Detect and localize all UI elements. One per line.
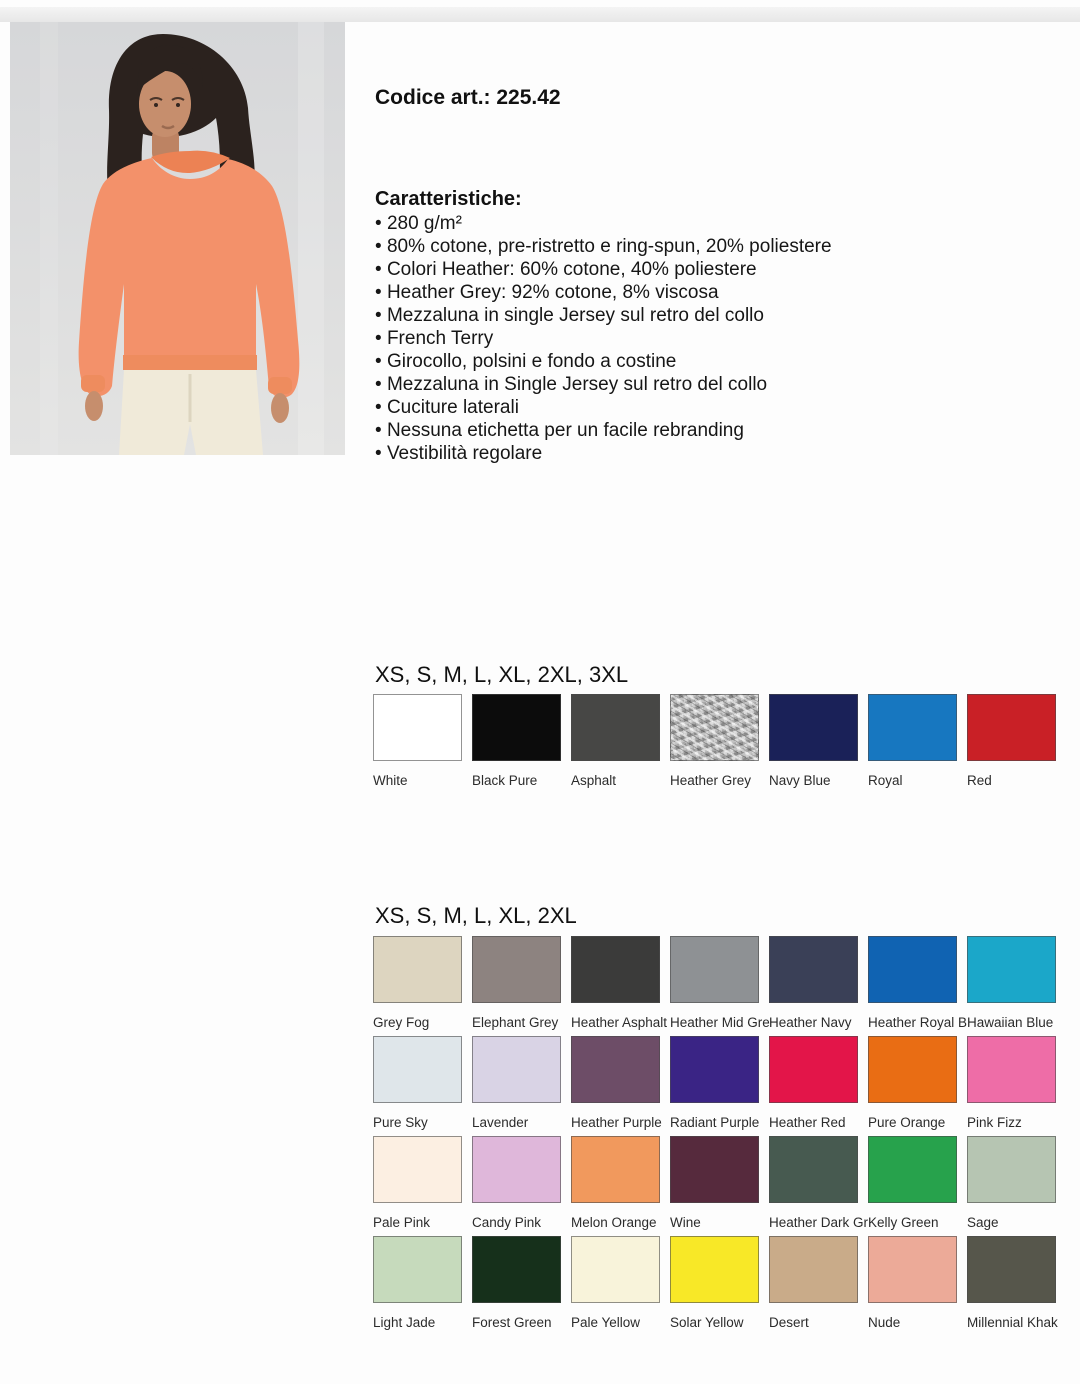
color-swatch <box>769 1236 858 1303</box>
color-swatch-label: Pure Sky <box>373 1115 428 1130</box>
color-swatch <box>571 936 660 1003</box>
color-swatch <box>472 1236 561 1303</box>
size-group-1-sizes: XS, S, M, L, XL, 2XL, 3XL <box>375 662 629 687</box>
color-swatch-label: Asphalt <box>571 773 617 788</box>
color-swatch <box>472 694 561 761</box>
color-swatch <box>670 1236 759 1303</box>
color-option <box>868 694 967 788</box>
color-swatch <box>472 1036 561 1103</box>
size-group-2-swatches <box>373 936 1073 1330</box>
page-top-band <box>0 7 1080 22</box>
photo-light-streak-2 <box>40 22 58 455</box>
model-hand-left <box>85 391 103 421</box>
model-illustration <box>10 22 345 455</box>
characteristic-item: • Mezzaluna in single Jersey sul retro del collo <box>375 304 1035 327</box>
color-swatch-label: Light Jade <box>373 1315 436 1330</box>
color-option <box>967 1236 1066 1330</box>
color-swatch-label: Red <box>967 773 992 788</box>
characteristic-item: • 80% cotone, pre-ristretto e ring-spun, 20% poliestere <box>375 235 1035 258</box>
color-swatch <box>373 1236 462 1303</box>
product-photo <box>10 22 345 455</box>
model-hand-right <box>271 393 289 423</box>
color-swatch-label: Pure Orange <box>868 1115 946 1130</box>
color-option <box>373 936 472 1030</box>
size-group-1-swatches <box>373 694 1073 788</box>
color-swatch-label: Melon Orange <box>571 1215 657 1230</box>
color-swatch-label: Candy Pink <box>472 1215 542 1230</box>
color-swatch-label: Royal <box>868 773 903 788</box>
color-swatch-label: Hawaiian Blue <box>967 1015 1054 1030</box>
color-swatch <box>967 694 1056 761</box>
color-swatch-label: Wine <box>670 1215 701 1230</box>
characteristic-item: • Heather Grey: 92% cotone, 8% viscosa <box>375 281 1035 304</box>
color-option <box>670 936 769 1030</box>
color-swatch-label: Heather Mid Gre <box>670 1015 770 1030</box>
color-swatch <box>769 694 858 761</box>
color-swatch <box>868 1236 957 1303</box>
color-swatch <box>571 1236 660 1303</box>
color-option <box>670 1136 769 1230</box>
color-swatch-label: Lavender <box>472 1115 529 1130</box>
color-option <box>571 1236 670 1330</box>
color-swatch <box>373 936 462 1003</box>
characteristics-section <box>375 188 1035 465</box>
color-swatch-label: Heather Red <box>769 1115 846 1130</box>
color-option <box>472 936 571 1030</box>
color-option <box>769 694 868 788</box>
color-swatch <box>967 1136 1056 1203</box>
color-swatch <box>472 936 561 1003</box>
color-option <box>472 694 571 788</box>
color-swatch-label: Forest Green <box>472 1315 552 1330</box>
color-option <box>472 1036 571 1130</box>
size-group-2-sizes: XS, S, M, L, XL, 2XL <box>375 903 577 928</box>
characteristics-title: Caratteristiche: <box>375 188 522 210</box>
characteristic-item: • Girocollo, polsini e fondo a costine <box>375 350 1035 373</box>
color-swatch-label: Heather Navy <box>769 1015 852 1030</box>
color-swatch-label: Kelly Green <box>868 1215 939 1230</box>
color-option <box>373 1136 472 1230</box>
color-swatch <box>670 936 759 1003</box>
color-option <box>967 1036 1066 1130</box>
color-swatch <box>868 1036 957 1103</box>
color-swatch <box>769 1136 858 1203</box>
color-swatch <box>967 1236 1056 1303</box>
color-swatch-label: Heather Dark Gr <box>769 1215 869 1230</box>
color-option <box>868 1036 967 1130</box>
color-option <box>967 1136 1066 1230</box>
swatch-row <box>373 1236 1073 1330</box>
color-option <box>868 1236 967 1330</box>
color-option <box>670 1236 769 1330</box>
color-swatch <box>967 936 1056 1003</box>
color-option <box>373 1036 472 1130</box>
sweatshirt-cuff-left <box>81 375 105 392</box>
color-option <box>769 1136 868 1230</box>
color-swatch <box>868 936 957 1003</box>
characteristic-item: • Mezzaluna in Single Jersey sul retro del collo <box>375 373 1035 396</box>
color-swatch <box>868 694 957 761</box>
color-option <box>670 1036 769 1130</box>
swatch-row <box>373 694 1073 788</box>
swatch-row <box>373 1136 1073 1230</box>
color-swatch <box>967 1036 1056 1103</box>
color-option <box>967 936 1066 1030</box>
color-swatch <box>868 1136 957 1203</box>
color-option <box>769 1236 868 1330</box>
characteristic-item: • French Terry <box>375 327 1035 350</box>
color-option <box>670 694 769 788</box>
color-swatch-label: Sage <box>967 1215 999 1230</box>
color-option <box>967 694 1066 788</box>
swatch-row <box>373 1036 1073 1130</box>
color-option <box>472 1236 571 1330</box>
color-option <box>769 1036 868 1130</box>
color-option <box>868 1136 967 1230</box>
color-swatch-label: Radiant Purple <box>670 1115 760 1130</box>
sweatshirt-hem <box>123 355 257 370</box>
color-swatch-label: White <box>373 773 408 788</box>
color-swatch <box>571 1036 660 1103</box>
color-option <box>571 1036 670 1130</box>
photo-light-streak <box>298 22 324 455</box>
color-option <box>571 1136 670 1230</box>
color-swatch <box>571 1136 660 1203</box>
sweatshirt-cuff-right <box>268 377 292 394</box>
product-code: Codice art.: 225.42 <box>375 86 561 109</box>
color-swatch-label: Navy Blue <box>769 773 831 788</box>
color-swatch <box>670 1036 759 1103</box>
color-swatch-label: Pale Yellow <box>571 1315 641 1330</box>
color-swatch <box>373 1036 462 1103</box>
color-option <box>373 694 472 788</box>
characteristic-item: • Cuciture laterali <box>375 396 1035 419</box>
color-swatch-label: Grey Fog <box>373 1015 430 1030</box>
color-swatch-label: Pale Pink <box>373 1215 431 1230</box>
color-swatch <box>769 1036 858 1103</box>
swatch-row <box>373 936 1073 1030</box>
color-swatch <box>472 1136 561 1203</box>
color-swatch-label: Heather Purple <box>571 1115 662 1130</box>
color-swatch-label: Nude <box>868 1315 901 1330</box>
color-swatch <box>373 1136 462 1203</box>
color-option <box>571 936 670 1030</box>
color-swatch <box>670 694 759 761</box>
color-swatch-label: Millennial Khak <box>967 1315 1058 1330</box>
color-option <box>868 936 967 1030</box>
color-swatch-label: Heather Grey <box>670 773 752 788</box>
color-swatch-label: Heather Asphalt <box>571 1015 668 1030</box>
characteristics-list <box>375 212 1035 465</box>
color-swatch-label: Elephant Grey <box>472 1015 559 1030</box>
color-option <box>373 1236 472 1330</box>
characteristic-item: • Nessuna etichetta per un facile rebranding <box>375 419 1035 442</box>
characteristic-item: • Vestibilità regolare <box>375 442 1035 465</box>
color-swatch-label: Desert <box>769 1315 809 1330</box>
characteristic-item: • 280 g/m² <box>375 212 1035 235</box>
color-swatch <box>769 936 858 1003</box>
color-option <box>571 694 670 788</box>
characteristic-item: • Colori Heather: 60% cotone, 40% poliestere <box>375 258 1035 281</box>
color-swatch-label: Solar Yellow <box>670 1315 744 1330</box>
color-swatch <box>670 1136 759 1203</box>
color-swatch-label: Heather Royal B <box>868 1015 968 1030</box>
color-swatch-label: Pink Fizz <box>967 1115 1022 1130</box>
color-swatch <box>373 694 462 761</box>
color-option <box>769 936 868 1030</box>
color-option <box>472 1136 571 1230</box>
color-swatch <box>571 694 660 761</box>
color-swatch-label: Black Pure <box>472 773 538 788</box>
